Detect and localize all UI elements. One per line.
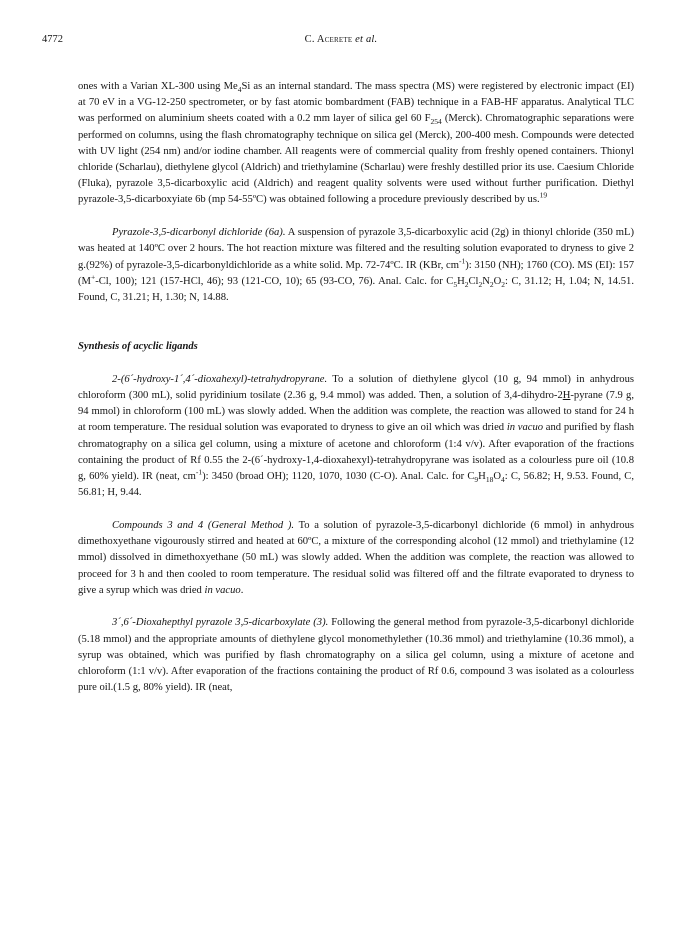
author-surname: cerete [324,34,353,45]
paragraph-dichloride [78,225,634,306]
text-run: H [562,390,571,402]
subscript: 2 [478,279,483,289]
text-run: in vacuo [204,584,241,596]
subscript: 4 [237,85,242,95]
text-run: H [457,275,465,287]
citation-superscript: 19 [539,190,548,200]
superscript: -1 [195,467,203,477]
text-run: (Merck). Chromatographic separations were performed on columns, using the flash chromatography technique on silica gel (Merck), 200-400 mesh. Compounds were detected with UV light (254 nm) and/or iodine chamber. All reagents were of commercial quality from freshly opened containers. Thionyl chloride (Scharlau), diethylene glycol (Aldrich) and triethylamine (Scharlau) were freshly destilled prior its use. Caesium Chloride (Fluka), pyrazole 3,5-dicarboxylic acid (Aldrich) and reagent quality solvents were used without further purification. Diethyl pyrazole-3,5-dicarboxyiate 6b (mp 54-55ºC) was obtained following a procedure previously described by us. [78,113,635,206]
text-run: H [478,471,486,483]
text-run: ones with a Varian XL-300 using Me [78,81,238,92]
paragraph-title: Pyrazole-3,5-dicarbonyl dichloride (6a). [112,227,286,239]
page-number: 4772 [42,34,63,45]
subscript: 2 [489,279,494,289]
superscript: + [90,272,96,282]
paragraph-title: Compounds 3 and 4 (General Method ). [112,519,295,531]
text-run: N [482,275,490,287]
text-run: Si as an internal standard. The mass spectra (MS) were registered by electronic impact (EI) at 70 eV in a VG-12-250 spectrometer, or by fast atomic bombardment (FAB) technique in a FAB-HF apparatus. Analytical TLC was performed on aluminium sheets coated with a 0.2 mm layer of silica gel 60 F [78,81,635,125]
subscript: 2 [501,279,506,289]
paragraph-general-method [78,518,634,599]
text-run: : C, 56.82; H, 9.53. Found, C, 56.81; H, 9.44. [78,471,634,499]
paragraph-title: 2-(6´-hydroxy-1´,4´-dioxahexyl)-tetrahydropyrane. [112,373,328,385]
text-run: -pyrane (7.9 g, 94 mmol) in chloroform (100 mL) was slowly added. When the addition was complete, the reaction was allowed to stand for 24 h at room temperature. The residual solution was evaporated to dryness to give an oil which was dried [78,390,634,434]
superscript: -1 [459,256,466,265]
running-header [42,34,640,50]
text-run: Following the general method from pyrazole-3,5-dicarbonyl dichloride (5.18 mmol) and the appropriate amounts of diethylene glycol monomethylether (10.36 mmol) and triethylamine (10.36 mmol), a syrup was obtained, which was purified by flash chromatography on a silica gel column, using a mixture of acetone and chloroform (1:1 v/v). After evaporation of the fractions containing the product of Rf 0.6, compound 3 was isolated as a colourless pure oil.(1.5 g, 80% yield). IR (neat, [78,617,634,694]
subscript: 2 [464,279,469,289]
section-heading: Synthesis of acyclic ligands [78,341,198,353]
et-al: et al. [355,34,378,45]
paragraph-instrumentation [78,79,634,209]
text-run: To a solution of pyrazole-3,5-dicarbonyl dichloride (6 mmol) in anhydrous dimethoxyethane vigourously stirred and heated at 60ºC, a mixture of the corresponding alcohol (12 mmol) and triethylamine (12 mmol) dissolved in dimethoxyethane (50 mL) was slowly added. When the addition was complete, the reaction was allowed to proceed for 3 h and then cooled to room temperature. The residual solid was filtered off and the filtrate evaporated to dryness to give a syrup which was dried [78,519,634,596]
text-run: ): 3450 (broad OH); 1120, 1070, 1030 (C-O). Anal. Calc. for C [202,471,475,483]
article-body [78,79,634,697]
text-run: -Cl, 100); 121 (157-HCl, 46); 93 (121-CO, 10); 65 (93-CO, 76). Anal. Calc. for C [95,275,454,287]
text-run: To a solution of diethylene glycol (10 g, 94 mmol) in anhydrous chloroform (300 mL), solid pyridinium tosilate (2.36 g, 9.4 mmol) was added. Then, a solution of 3,4-dihydro-2 [78,373,634,402]
text-run: . [240,584,244,596]
paragraph-compound-3 [78,615,634,696]
subscript: 18 [485,475,494,485]
subscript: 5 [453,279,458,289]
text-run: ): 3150 (NH); 1760 (CO). MS (EI): 157 (M [78,259,634,287]
paragraph-title: 3´,6´-Dioxahepthyl pyrazole 3,5-dicarboxylate (3). [112,617,329,629]
author-initial: C. A [304,34,325,45]
subscript: 4 [500,475,505,485]
text-run: and purified by flash chromatography on a silica gel column, using a mixture of acetone and chloroform (1:4 v/v). After evaporation of the fractions containing the product of Rf 0.55 the 2-(6´-hydroxy-1,4-dioxahexyl)-tetrahydropyrane was isolated as a colourless pure oil (10.8 g, 60% yield). IR (neat, cm [78,422,634,483]
paragraph-tetrahydropyrane [78,372,634,502]
text-run: A suspension of pyrazole 3,5-dicarboxylic acid (2g) in thionyl chloride (350 mL) was heated at 140ºC over 2 hours. The hot reaction mixture was filtered and the resulting solution evaporated to dryness to give 2 g.(92%) of pyrazole-3,5-dicarbonyldichloride as a white solid. Mp. 72-74ºC. IR (KBr, cm [78,227,634,271]
text-run: O [493,471,501,483]
subscript: 254 [430,117,442,127]
text-run: : C, 31.12; H, 1.04; N, 14.51. Found, C, 31.21; H, 1.30; N, 14.88. [78,275,634,303]
running-title [42,34,640,45]
text-run: O [493,275,502,287]
text-run: Cl [468,275,479,287]
text-run: in vacuo [506,422,544,434]
subscript: 9 [474,475,479,485]
